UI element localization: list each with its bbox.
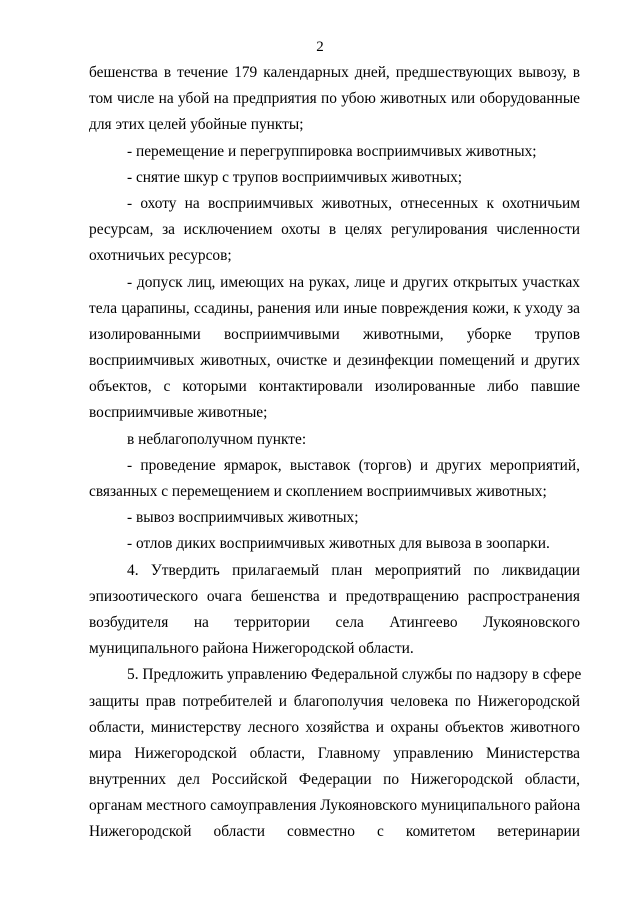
text-line: изолированными восприимчивыми животными, уборке трупов bbox=[89, 325, 580, 343]
text-line: муниципального района Нижегородской области. bbox=[89, 640, 414, 658]
document-body bbox=[89, 60, 580, 846]
text-line: защиты прав потребителей и благополучия человека по Нижегородской bbox=[89, 692, 580, 710]
text-line: связанных с перемещением и скоплением восприимчивых животных; bbox=[89, 483, 547, 500]
text-line: Нижегородской области совместно с комитетом ветеринарии bbox=[89, 823, 580, 841]
text-line: ресурсам, за исключением охоты в целях регулирования численности bbox=[89, 221, 580, 239]
text-line: - снятие шкур с трупов восприимчивых животных; bbox=[127, 168, 463, 186]
text-line: восприимчивые животные; bbox=[89, 404, 268, 422]
text-line: - допуск лиц, имеющих на руках, лице и других открытых участках bbox=[127, 273, 580, 291]
text-line: органам местного самоуправления Лукояновского муниципального района bbox=[89, 797, 581, 815]
text-line: возбудителя на территории села Атингеево Лукояновского bbox=[89, 613, 580, 631]
text-line: 5. Предложить управлению Федеральной службы по надзору в сфере bbox=[127, 666, 582, 684]
text-line: - вывоз восприимчивых животных; bbox=[127, 509, 359, 527]
text-line: 4. Утвердить прилагаемый план мероприятий по ликвидации bbox=[127, 561, 580, 579]
text-line: - охоту на восприимчивых животных, отнесенных к охотничьим bbox=[127, 194, 580, 212]
text-line: в неблагополучном пункте: bbox=[127, 430, 307, 448]
text-line: эпизоотического очага бешенства и предотвращению распространения bbox=[89, 587, 580, 605]
text-line: том числе на убой на предприятия по убою животных или оборудованные bbox=[89, 90, 580, 108]
text-line: охотничьих ресурсов; bbox=[89, 247, 232, 265]
text-line: тела царапины, ссадины, ранения или иные повреждения кожи, к уходу за bbox=[89, 299, 580, 317]
text-line: мира Нижегородской области, Главному управлению Министерства bbox=[89, 744, 580, 762]
text-line: для этих целей убойные пункты; bbox=[89, 116, 304, 134]
text-line: области, министерству лесного хозяйства и охраны объектов животного bbox=[89, 718, 580, 736]
text-line: бешенства в течение 179 календарных дней, предшествующих вывозу, в bbox=[89, 64, 580, 81]
page-number: 2 bbox=[316, 39, 324, 55]
text-line: восприимчивых животных, очистке и дезинфекции помещений и других bbox=[89, 352, 580, 370]
text-line: - перемещение и перегруппировка восприимчивых животных; bbox=[127, 142, 537, 160]
text-line: объектов, с которыми контактировали изолированные либо павшие bbox=[89, 378, 580, 396]
text-line: - проведение ярмарок, выставок (торгов) и других мероприятий, bbox=[127, 456, 580, 474]
text-line: - отлов диких восприимчивых животных для вывоза в зоопарки. bbox=[127, 535, 550, 553]
text-line: внутренних дел Российской Федерации по Нижегородской области, bbox=[89, 771, 580, 789]
